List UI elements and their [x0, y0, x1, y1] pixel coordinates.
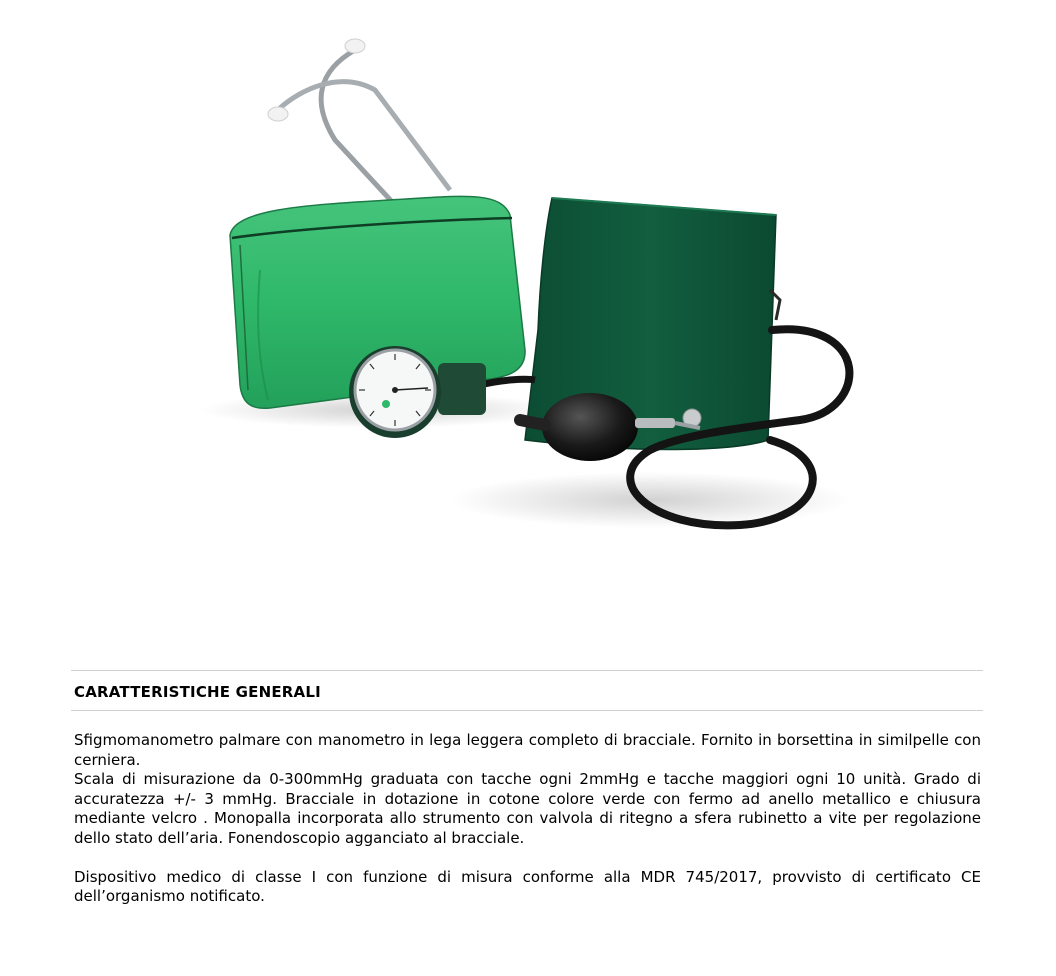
stethoscope — [268, 39, 450, 205]
product-image — [180, 30, 880, 590]
description-paragraph-3: Dispositivo medico di classe I con funzione di misura conforme alla MDR 745/2017, provvisto di certificato CE dell’organismo notificato. — [74, 867, 981, 905]
product-description — [74, 731, 981, 907]
divider-top — [71, 670, 983, 671]
divider-bottom — [71, 710, 983, 711]
description-paragraph-1: Sfigmomanometro palmare con manometro in lega leggera completo di bracciale. Fornito in borsettina in similpelle con cerniera. — [74, 731, 981, 769]
section-title: CARATTERISTICHE GENERALI — [74, 683, 321, 701]
description-paragraph-2: Scala di misurazione da 0-300mmHg graduata con tacche ogni 2mmHg e tacche maggiori ogni 10 unità. Grado di accuratezza +/- 3 mmHg. Bracciale in dotazione in cotone colore verde con fermo ad anello metallico e chiusura mediante velcro . Monopalla incorporata allo strumento con valvola di ritegno a sfera rubinetto a vite per regolazione dello stato dell’aria. Fonendoscopio agganciato al bracciale. — [74, 770, 981, 847]
